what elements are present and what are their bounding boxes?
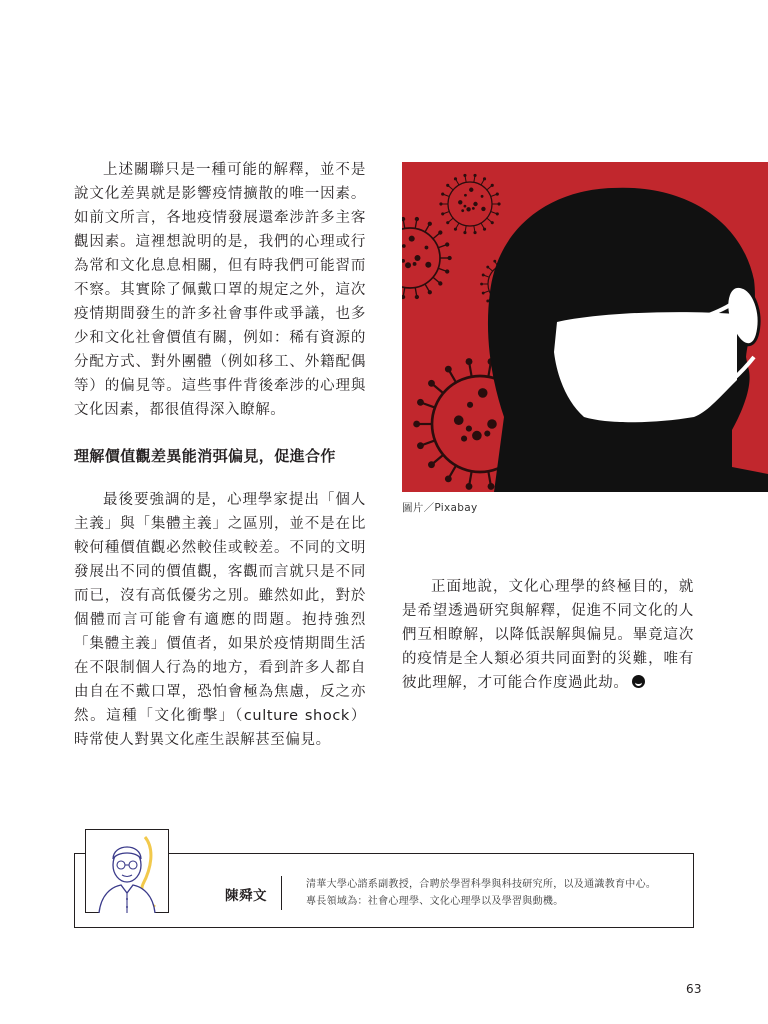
divider	[281, 876, 282, 910]
left-column	[74, 158, 366, 752]
body-paragraph: 上述關聯只是一種可能的解釋，並不是說文化差異就是影響疫情擴散的唯一因素。如前文所言，各地疫情發展還牽涉許多主客觀因素。這裡想說明的是，我們的心理或行為常和文化息息相關，但有時我們可能習而不察。其實除了佩戴口罩的規定之外，這次疫情期間發生的許多社會事件或爭議，也多少和文化社會價值有關，例如：稀有資源的分配方式、對外團體（例如移工、外籍配偶等）的偏見等。這些事件背後牽涉的心理與文化因素，都很值得深入瞭解。	[74, 162, 366, 418]
body-paragraph-text: 正面地說，文化心理學的終極目的，就是希望透過研究與解釋，促進不同文化的人們互相瞭解，以降低誤解與偏見。畢竟這次的疫情是全人類必須共同面對的災難，唯有彼此理解，才可能合作度過此劫。	[402, 579, 694, 691]
author-box	[74, 853, 694, 928]
body-paragraph: 最後要強調的是，心理學家提出「個人主義」與「集體主義」之區別，並不是在比較何種價值觀必然較佳或較差。不同的文明發展出不同的價值觀，客觀而言就只是不同而已，沒有高低優劣之別。雖然如此，對於個體而言可能會有適應的問題。抱持強烈「集體主義」價值者，如果於疫情期間生活在不限制個人行為的地方，看到許多人都自由自在不戴口罩，恐怕會極為焦慮，反之亦然。這種「文化衝擊」（culture shock）時常使人對異文化產生誤解甚至偏見。	[74, 492, 366, 748]
author-bio-line: 專長領域為：社會心理學、文化心理學以及學習與動機。	[306, 896, 564, 907]
author-bio-line: 清華大學心諮系副教授，合聘於學習科學與科技研究所，以及通識教育中心。	[306, 879, 657, 890]
author-portrait	[85, 829, 169, 913]
page-number: 63	[686, 982, 702, 996]
author-bio	[306, 876, 656, 910]
author-name: 陳舜文	[225, 888, 267, 904]
image-caption: 圖片／Pixabay	[402, 502, 478, 514]
smiley-end-icon	[632, 675, 645, 688]
right-column	[402, 575, 694, 695]
face-mask	[554, 312, 737, 422]
body-paragraph	[402, 575, 694, 695]
masked-face-illustration	[402, 162, 768, 492]
section-heading: 理解價值觀差異能消弭偏見，促進合作	[74, 447, 336, 465]
